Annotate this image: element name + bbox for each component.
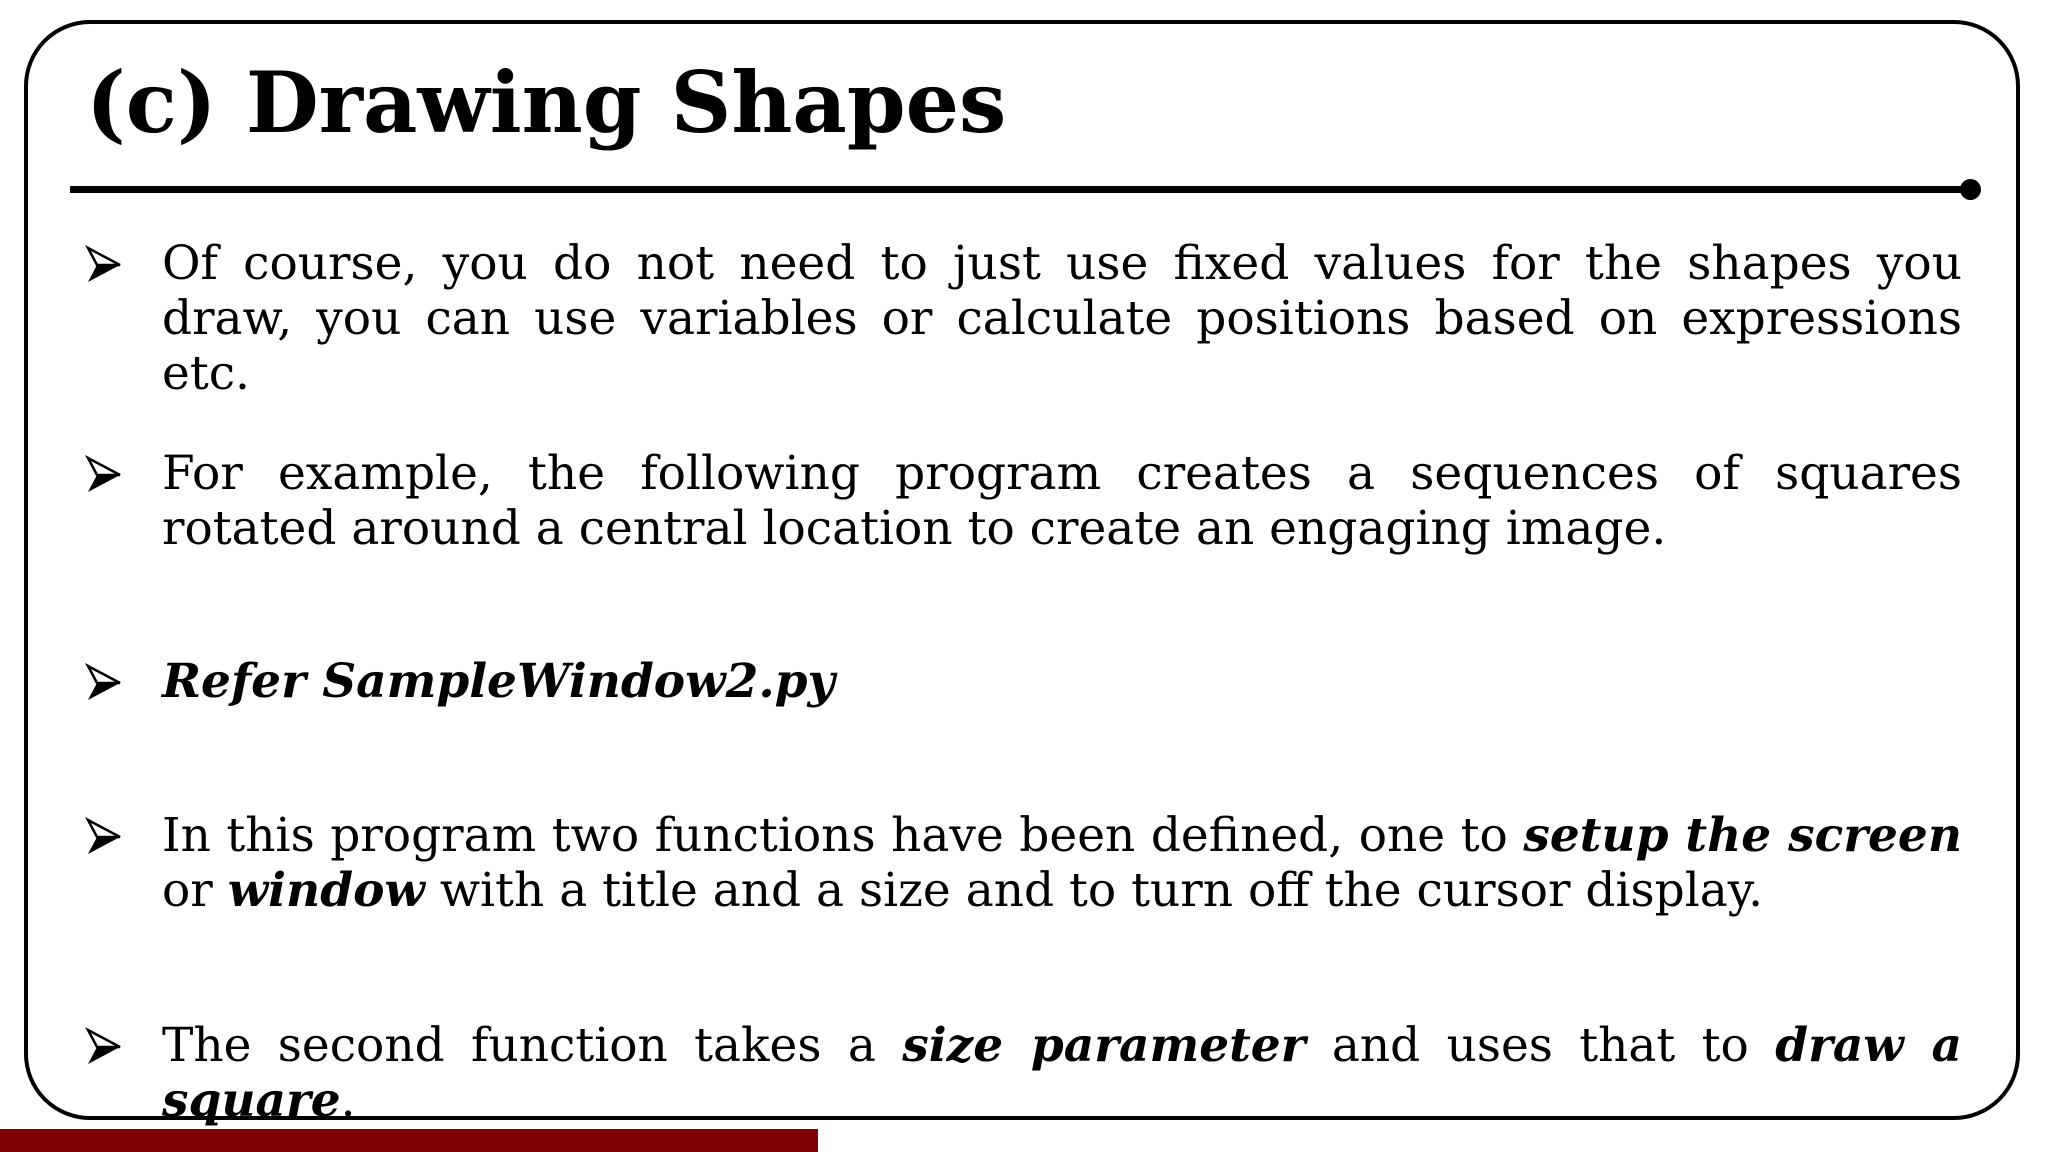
bullet-text-4: In this program two functions have been defined, one to setup the screen or window with a title and a size and to turn off the cursor display. [162, 808, 1962, 918]
slide-title: (c) Drawing Shapes [86, 53, 1007, 152]
emphasis-draw-a-square: draw a square [162, 1018, 1962, 1128]
emphasis-window: window [227, 863, 425, 918]
arrowhead-bullet-icon [84, 660, 124, 706]
bullet-text-3 [162, 654, 1962, 709]
emphasis-setup-the-screen: setup the screen [1523, 808, 1962, 863]
emphasis-size-parameter: size parameter [902, 1018, 1306, 1073]
slide-frame [24, 20, 2020, 1120]
file-reference: Refer SampleWindow2.py [162, 654, 835, 709]
bullet-text-2: For example, the following program creates a sequences of squares rotated around a central location to create an engaging image. [162, 446, 1962, 556]
arrowhead-bullet-icon [84, 1024, 124, 1070]
title-underline-end-dot [1960, 179, 1981, 200]
bullet-text-5: The second function takes a size parameter and uses that to draw a square. [162, 1018, 1962, 1128]
footer-accent-bar [0, 1129, 818, 1152]
arrowhead-bullet-icon [84, 814, 124, 860]
title-underline [70, 186, 1970, 193]
arrowhead-bullet-icon [84, 452, 124, 498]
arrowhead-bullet-icon [84, 242, 124, 288]
bullet-text-1: Of course, you do not need to just use fixed values for the shapes you draw, you can use variables or calculate positions based on expressions etc. [162, 236, 1962, 401]
